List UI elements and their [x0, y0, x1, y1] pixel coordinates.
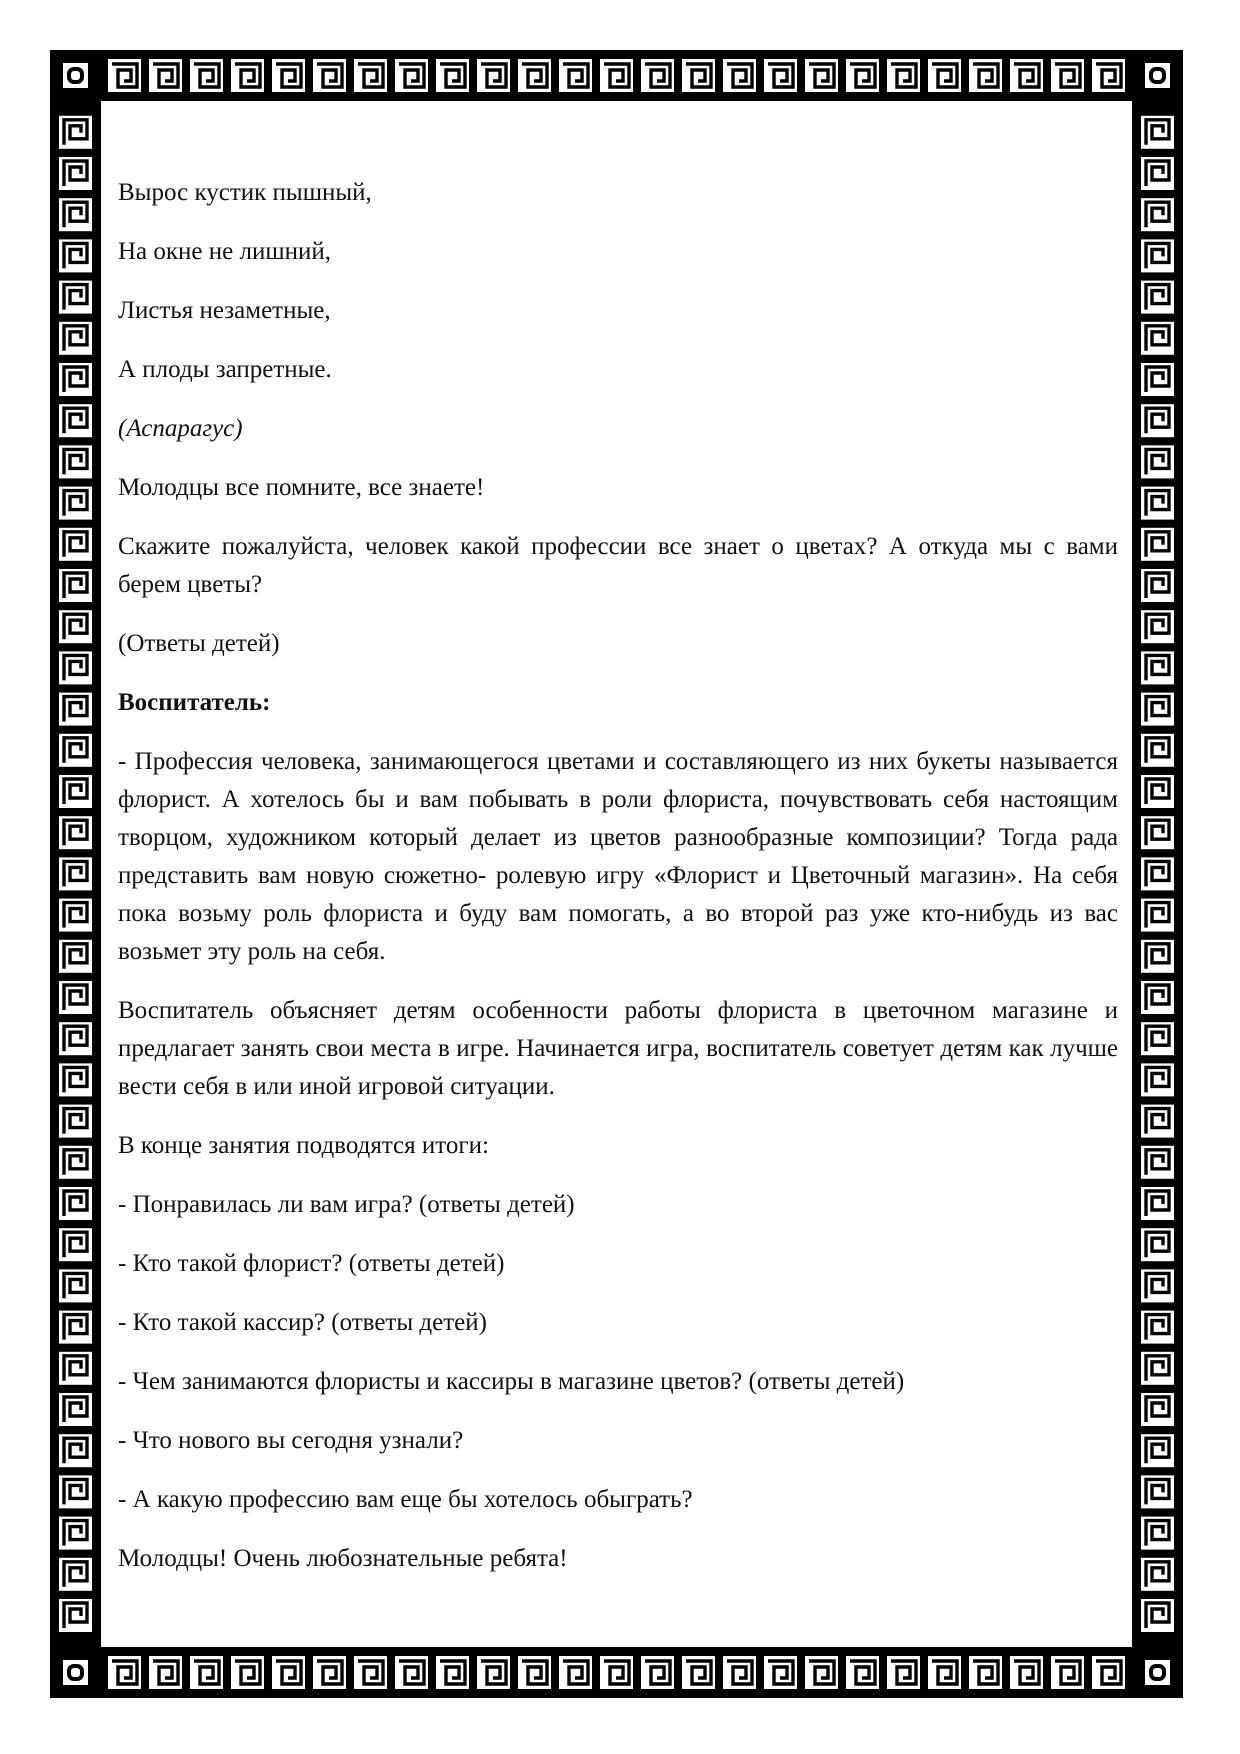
- meander-tile: [1141, 1599, 1174, 1632]
- meander-tile: [1141, 1228, 1174, 1261]
- meander-tile: [887, 59, 920, 92]
- meander-tile: [1141, 198, 1174, 231]
- meander-tile: [436, 1656, 469, 1689]
- meander-tile: [1141, 1022, 1174, 1055]
- meander-tile: [272, 1656, 305, 1689]
- meander-tile: [108, 1656, 141, 1689]
- meander-tile: [477, 1656, 510, 1689]
- meander-tile: [354, 59, 387, 92]
- meander-tile: [59, 1063, 92, 1096]
- meander-tile: [59, 1558, 92, 1591]
- document-body: [118, 174, 1118, 1599]
- poem-line: Листья незаметные,: [118, 297, 331, 324]
- meander-tile: [1141, 528, 1174, 561]
- meander-tile: [1141, 940, 1174, 973]
- meander-tile: [1141, 1434, 1174, 1467]
- meander-tile: [59, 1434, 92, 1467]
- meander-tile: [1141, 1558, 1174, 1591]
- meander-tile: [1051, 59, 1084, 92]
- meander-tile: [59, 1022, 92, 1055]
- meander-tile: [1141, 981, 1174, 1014]
- meander-tile: [641, 1656, 674, 1689]
- meander-tile: [1141, 1475, 1174, 1508]
- meander-tile: [1141, 1105, 1174, 1138]
- meander-tile: [887, 1656, 920, 1689]
- list-item: - А какую профессию вам еще бы хотелось обыграть?: [118, 1486, 693, 1513]
- meander-tile: [59, 363, 92, 396]
- meander-tile: [1092, 1656, 1125, 1689]
- meander-tile: [1141, 404, 1174, 437]
- meander-tile: [1141, 363, 1174, 396]
- meander-tile: [59, 1475, 92, 1508]
- paragraph: (Ответы детей): [118, 630, 280, 657]
- meander-tile: [59, 1187, 92, 1220]
- meander-tile: [1141, 1063, 1174, 1096]
- meander-tile: [59, 651, 92, 684]
- meander-tile: [1141, 693, 1174, 726]
- meander-tile: [518, 59, 551, 92]
- meander-tile: [59, 610, 92, 643]
- meander-tile: [1141, 775, 1174, 808]
- meander-tile: [805, 59, 838, 92]
- meander-tile: [59, 1105, 92, 1138]
- meander-tile: [395, 59, 428, 92]
- meander-tile: [1141, 281, 1174, 314]
- meander-tile: [928, 1656, 961, 1689]
- meander-tile: [59, 1228, 92, 1261]
- paragraph: Воспитатель объясняет детям особенности работы флориста в цветочном магазине и предлагает занять свои места в игре. Начинается игра, воспитатель советует детям как лучше вести себя в или иной игровой ситуации.: [118, 997, 1118, 1100]
- meander-tile: [59, 940, 92, 973]
- meander-tile: [928, 59, 961, 92]
- meander-tile: [600, 1656, 633, 1689]
- paragraph: Молодцы! Очень любознательные ребята!: [118, 1545, 568, 1572]
- meander-tile: [149, 1656, 182, 1689]
- meander-tile: [477, 59, 510, 92]
- riddle-answer: (Аспарагус): [118, 415, 243, 442]
- meander-tile: [59, 116, 92, 149]
- meander-tile: [395, 1656, 428, 1689]
- meander-tile: [108, 59, 141, 92]
- meander-tile: [231, 59, 264, 92]
- meander-tile: [1141, 116, 1174, 149]
- meander-tile: [1141, 1517, 1174, 1550]
- meander-tile: [59, 157, 92, 190]
- meander-tile: [59, 734, 92, 767]
- meander-tile: [1141, 857, 1174, 890]
- paragraph: - Профессия человека, занимающегося цветами и составляющего из них букеты называется флорист. А хотелось бы и вам побывать в роли флориста, почувствовать себя настоящим творцом, художником который делает из цветов разнообразные композиции? Тогда рада представить вам новую сюжетно- ролевую игру «Флорист и Цветочный магазин». На себя пока возьму роль флориста и буду вам помогать, а во второй раз уже кто-нибудь из вас возьмет эту роль на себя.: [118, 748, 1118, 965]
- meander-tile: [1141, 487, 1174, 520]
- meander-tile: [59, 528, 92, 561]
- list-item: - Кто такой кассир? (ответы детей): [118, 1309, 487, 1336]
- meander-tile: [272, 59, 305, 92]
- meander-tile: [1141, 816, 1174, 849]
- list-item: - Что нового вы сегодня узнали?: [118, 1427, 464, 1454]
- meander-tile: [1141, 1269, 1174, 1302]
- border-bottom: [108, 1656, 1125, 1689]
- meander-tile: [149, 59, 182, 92]
- meander-tile: [723, 59, 756, 92]
- meander-tile: [1141, 651, 1174, 684]
- meander-tile: [59, 857, 92, 890]
- meander-tile: [1141, 239, 1174, 272]
- meander-tile: [59, 816, 92, 849]
- meander-tile: [1141, 322, 1174, 355]
- list-item: - Понравилась ли вам игра? (ответы детей): [118, 1191, 575, 1218]
- meander-tile: [1141, 1311, 1174, 1344]
- meander-tile: [59, 569, 92, 602]
- meander-tile: [846, 59, 879, 92]
- meander-tile: [600, 59, 633, 92]
- paragraph: В конце занятия подводятся итоги:: [118, 1132, 489, 1159]
- meander-tile: [559, 59, 592, 92]
- meander-tile: [1010, 1656, 1043, 1689]
- meander-tile: [805, 1656, 838, 1689]
- meander-tile: [59, 1269, 92, 1302]
- meander-tile: [59, 322, 92, 355]
- meander-tile: [59, 1146, 92, 1179]
- paragraph: Скажите пожалуйста, человек какой профессии все знает о цветах? А откуда мы с вами берем цветы?: [118, 533, 1118, 598]
- meander-tile: [59, 899, 92, 932]
- border-top: [108, 59, 1125, 92]
- meander-tile: [436, 59, 469, 92]
- list-item: - Кто такой флорист? (ответы детей): [118, 1250, 505, 1277]
- meander-tile: [59, 1599, 92, 1632]
- meander-tile: [1141, 1187, 1174, 1220]
- meander-tile: [764, 59, 797, 92]
- meander-tile: [59, 1352, 92, 1385]
- meander-tile: [59, 1311, 92, 1344]
- meander-tile: [1010, 59, 1043, 92]
- meander-tile: [59, 487, 92, 520]
- meander-tile: [518, 1656, 551, 1689]
- meander-tile: [59, 1517, 92, 1550]
- meander-tile: [59, 239, 92, 272]
- meander-tile: [59, 693, 92, 726]
- poem-line: Вырос кустик пышный,: [118, 179, 372, 206]
- meander-tile: [1141, 445, 1174, 478]
- meander-tile: [59, 198, 92, 231]
- meander-tile: [764, 1656, 797, 1689]
- meander-tile: [1051, 1656, 1084, 1689]
- poem-line: На окне не лишний,: [118, 238, 331, 265]
- meander-tile: [846, 1656, 879, 1689]
- meander-tile: [59, 404, 92, 437]
- meander-tile: [1092, 59, 1125, 92]
- meander-tile: [59, 281, 92, 314]
- corner-ornament: [1141, 1656, 1174, 1689]
- meander-tile: [59, 445, 92, 478]
- meander-tile: [231, 1656, 264, 1689]
- meander-tile: [969, 1656, 1002, 1689]
- meander-tile: [1141, 734, 1174, 767]
- meander-tile: [1141, 157, 1174, 190]
- meander-tile: [59, 775, 92, 808]
- meander-tile: [1141, 569, 1174, 602]
- meander-tile: [1141, 899, 1174, 932]
- meander-tile: [59, 981, 92, 1014]
- meander-tile: [682, 1656, 715, 1689]
- paragraph: Молодцы все помните, все знаете!: [118, 474, 485, 501]
- meander-tile: [1141, 1393, 1174, 1426]
- meander-tile: [723, 1656, 756, 1689]
- meander-tile: [559, 1656, 592, 1689]
- list-item: - Чем занимаются флористы и кассиры в магазине цветов? (ответы детей): [118, 1368, 905, 1395]
- corner-ornament: [59, 1656, 92, 1689]
- meander-tile: [313, 1656, 346, 1689]
- meander-tile: [190, 59, 223, 92]
- border-right: [1141, 116, 1174, 1632]
- poem-line: А плоды запретные.: [118, 356, 332, 383]
- meander-tile: [190, 1656, 223, 1689]
- corner-ornament: [1141, 59, 1174, 92]
- meander-tile: [313, 59, 346, 92]
- meander-tile: [354, 1656, 387, 1689]
- border-left: [59, 116, 92, 1632]
- meander-tile: [1141, 610, 1174, 643]
- meander-tile: [682, 59, 715, 92]
- meander-tile: [641, 59, 674, 92]
- speaker-heading: Воспитатель:: [118, 689, 271, 716]
- meander-tile: [1141, 1146, 1174, 1179]
- meander-tile: [969, 59, 1002, 92]
- meander-tile: [59, 1393, 92, 1426]
- meander-tile: [1141, 1352, 1174, 1385]
- corner-ornament: [59, 59, 92, 92]
